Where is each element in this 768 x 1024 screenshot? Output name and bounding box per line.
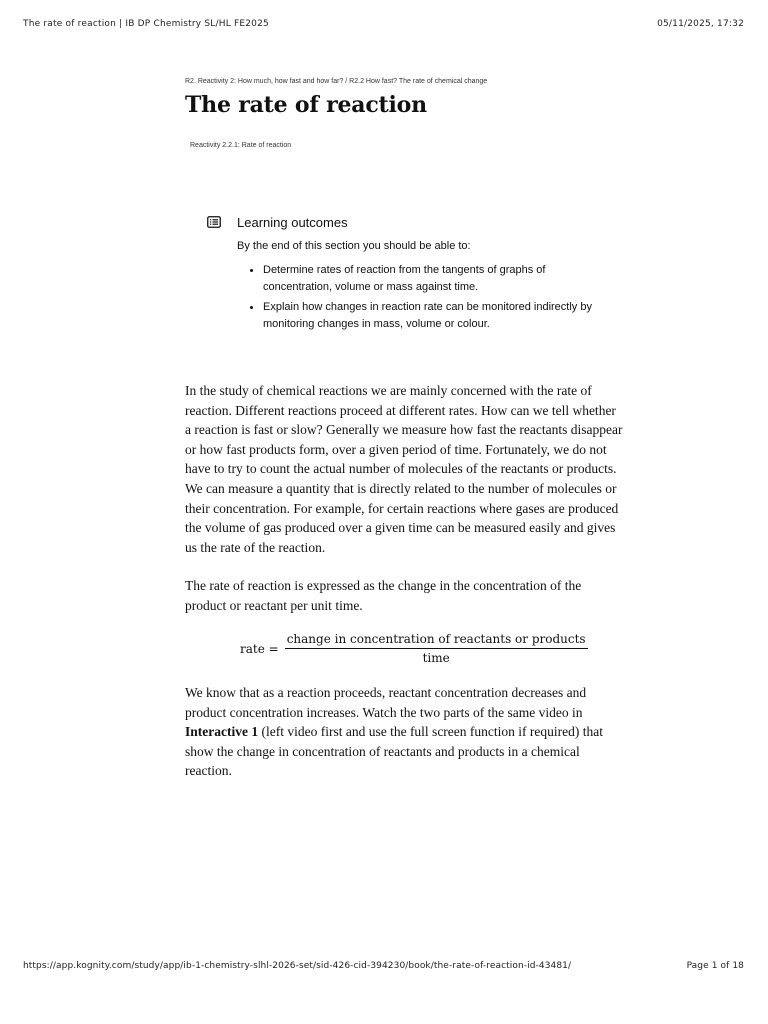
print-footer (23, 961, 744, 971)
rate-equation (240, 632, 588, 665)
learning-outcomes-header (206, 212, 626, 232)
page-title: The rate of reaction (185, 92, 427, 118)
paragraph-intro: In the study of chemical reactions we are mainly concerned with the rate of reaction. Different reactions proceed at different rates. How can we tell whether a reaction is fast or slow? Generally we measure how fast the reactants disappear or how fast products form, over a given period of time. Fortunately, we do not have to try to count the actual number of molecules of the reactants or products. We can measure a quantity that is directly related to the number of molecules or their concentration. For example, for certain reactions where gases are produced the volume of gas produced over a given time can be measured easily and gives us the rate of the reaction. (185, 383, 623, 555)
list-icon (206, 214, 222, 230)
paragraph-text-after: (left video first and use the full screen function if required) that show the change in concentration of reactants and products in a chemical reaction. (185, 724, 603, 779)
print-header-datetime: 05/11/2025, 17:32 (657, 19, 744, 29)
interactive-1-reference: Interactive 1 (185, 724, 259, 740)
list-item: Determine rates of reaction from the tangents of graphs of concentration, volume or mass against time. (263, 262, 613, 295)
subtopic-tag: Reactivity 2.2.1: Rate of reaction (190, 142, 292, 149)
equation-numerator: change in concentration of reactants or products (285, 632, 588, 649)
equation-fraction (285, 632, 588, 665)
paragraph-interactive-intro (185, 683, 625, 781)
learning-outcomes-title: Learning outcomes (237, 214, 348, 230)
print-footer-page-number: Page 1 of 18 (686, 961, 744, 971)
learning-outcomes-list (237, 262, 626, 332)
list-item: Explain how changes in reaction rate can be monitored indirectly by monitoring changes in mass, volume or colour. (263, 299, 613, 332)
equation-lhs: rate = (240, 641, 279, 656)
paragraph-rate-definition: The rate of reaction is expressed as the change in the concentration of the product or reactant per unit time. (185, 578, 582, 613)
breadcrumb[interactable]: R2. Reactivity 2: How much, how fast and how far? / R2.2 How fast? The rate of chemical change (185, 78, 488, 85)
print-footer-url: https://app.kognity.com/study/app/ib-1-chemistry-slhl-2026-set/sid-426-cid-394230/book/the-rate-of-reaction-id-43481/ (23, 961, 572, 971)
learning-outcomes-intro: By the end of this section you should be able to: (237, 240, 471, 252)
print-header-title: The rate of reaction | IB DP Chemistry SL/HL FE2025 (23, 19, 269, 29)
print-header (23, 19, 744, 29)
paragraph-text-before: We know that as a reaction proceeds, reactant concentration decreases and product concentration increases. Watch the two parts of the same video in (185, 685, 587, 720)
equation-denominator: time (422, 651, 450, 665)
learning-outcomes-box (206, 212, 626, 336)
